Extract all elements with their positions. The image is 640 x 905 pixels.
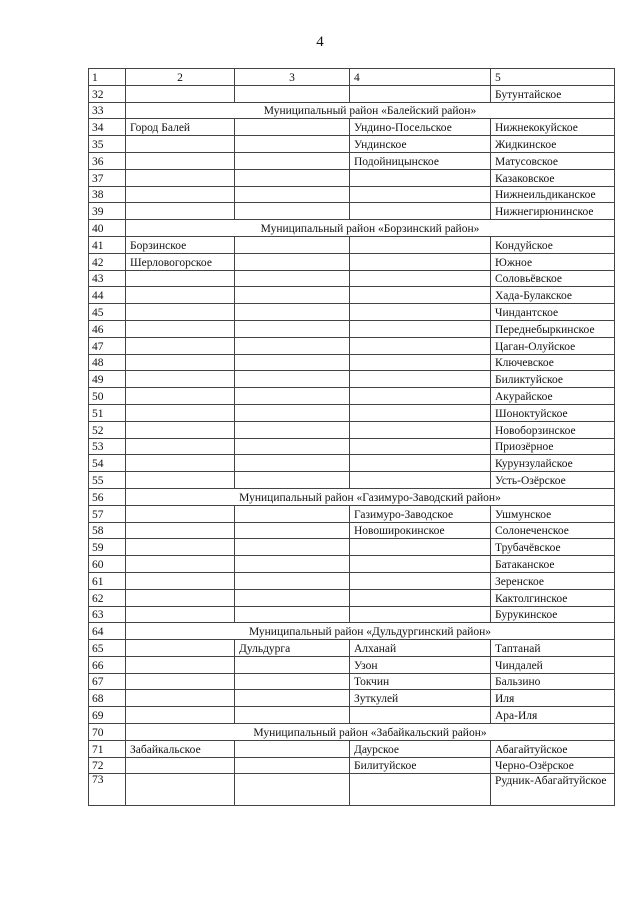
urban-district-cell [126, 304, 235, 321]
table-row [89, 606, 615, 623]
urban-settlement-cell [235, 152, 350, 169]
urban-district-cell [126, 455, 235, 472]
section-row [89, 102, 615, 119]
section-title: Муниципальный район «Забайкальский район» [126, 724, 615, 741]
row-number: 52 [89, 421, 126, 438]
settlement-cell [350, 186, 491, 203]
urban-settlement-cell [235, 371, 350, 388]
settlement-cell [350, 287, 491, 304]
rural-settlement-cell: Ара-Иля [491, 707, 615, 724]
rural-settlement-cell: Ушмунское [491, 505, 615, 522]
rural-settlement-cell: Рудник-Абагайтуйское [491, 774, 615, 806]
header-cell: 1 [89, 69, 126, 86]
urban-district-cell [126, 152, 235, 169]
table-row [89, 152, 615, 169]
table-row [89, 169, 615, 186]
rural-settlement-cell: Шоноктуйское [491, 404, 615, 421]
table-row [89, 287, 615, 304]
row-number: 41 [89, 236, 126, 253]
row-number: 47 [89, 337, 126, 354]
rural-settlement-cell: Курунзулайское [491, 455, 615, 472]
row-number: 50 [89, 388, 126, 405]
settlement-cell [350, 556, 491, 573]
row-number: 44 [89, 287, 126, 304]
rural-settlement-cell: Бурукинское [491, 606, 615, 623]
urban-settlement-cell [235, 236, 350, 253]
rural-settlement-cell: Цаган-Олуйское [491, 337, 615, 354]
urban-district-cell [126, 388, 235, 405]
urban-district-cell [126, 556, 235, 573]
urban-settlement-cell [235, 253, 350, 270]
table-row [89, 757, 615, 774]
settlement-cell [350, 85, 491, 102]
settlement-cell [350, 203, 491, 220]
table-row [89, 690, 615, 707]
row-number: 56 [89, 488, 126, 505]
urban-settlement-cell [235, 740, 350, 757]
row-number: 60 [89, 556, 126, 573]
table-row [89, 505, 615, 522]
rural-settlement-cell: Приозёрное [491, 438, 615, 455]
urban-settlement-cell [235, 287, 350, 304]
rural-settlement-cell: Бальзино [491, 673, 615, 690]
row-number: 42 [89, 253, 126, 270]
table-row [89, 320, 615, 337]
urban-settlement-cell [235, 707, 350, 724]
table-row [89, 556, 615, 573]
urban-settlement-cell [235, 438, 350, 455]
table-row [89, 673, 615, 690]
urban-district-cell [126, 757, 235, 774]
table-row [89, 371, 615, 388]
settlement-cell [350, 388, 491, 405]
urban-district-cell: Шерловогорское [126, 253, 235, 270]
urban-district-cell [126, 589, 235, 606]
rural-settlement-cell: Нижнекокуйское [491, 119, 615, 136]
rural-settlement-cell: Новоборзинское [491, 421, 615, 438]
settlement-cell [350, 774, 491, 806]
urban-district-cell [126, 287, 235, 304]
section-title: Муниципальный район «Балейский район» [126, 102, 615, 119]
row-number: 59 [89, 539, 126, 556]
urban-district-cell [126, 438, 235, 455]
row-number: 62 [89, 589, 126, 606]
urban-district-cell [126, 136, 235, 153]
section-title: Муниципальный район «Дульдургинский район» [126, 623, 615, 640]
urban-settlement-cell [235, 757, 350, 774]
table-row [89, 270, 615, 287]
table-row [89, 337, 615, 354]
urban-settlement-cell [235, 455, 350, 472]
row-number: 61 [89, 572, 126, 589]
settlement-cell [350, 404, 491, 421]
rural-settlement-cell: Абагайтуйское [491, 740, 615, 757]
urban-district-cell [126, 337, 235, 354]
urban-settlement-cell [235, 606, 350, 623]
table-row [89, 656, 615, 673]
header-cell: 5 [491, 69, 615, 86]
row-number: 38 [89, 186, 126, 203]
rural-settlement-cell: Батаканское [491, 556, 615, 573]
urban-settlement-cell [235, 354, 350, 371]
settlement-cell: Токчин [350, 673, 491, 690]
row-number: 51 [89, 404, 126, 421]
row-number: 67 [89, 673, 126, 690]
urban-district-cell [126, 320, 235, 337]
row-number: 40 [89, 220, 126, 237]
row-number: 65 [89, 640, 126, 657]
urban-district-cell [126, 186, 235, 203]
rural-settlement-cell: Соловьёвское [491, 270, 615, 287]
rural-settlement-cell: Усть-Озёрское [491, 472, 615, 489]
rural-settlement-cell: Иля [491, 690, 615, 707]
row-number: 43 [89, 270, 126, 287]
table-row [89, 438, 615, 455]
row-number: 69 [89, 707, 126, 724]
settlement-cell [350, 589, 491, 606]
settlement-cell [350, 270, 491, 287]
header-cell: 2 [126, 69, 235, 86]
rural-settlement-cell: Матусовское [491, 152, 615, 169]
urban-district-cell [126, 354, 235, 371]
rural-settlement-cell: Биликтуйское [491, 371, 615, 388]
table-header-row [89, 69, 615, 86]
row-number: 49 [89, 371, 126, 388]
urban-district-cell [126, 673, 235, 690]
table-row [89, 119, 615, 136]
urban-settlement-cell [235, 556, 350, 573]
urban-district-cell [126, 522, 235, 539]
table-row [89, 522, 615, 539]
settlement-cell: Зуткулей [350, 690, 491, 707]
table-row [89, 539, 615, 556]
settlement-cell: Новоширокинское [350, 522, 491, 539]
urban-settlement-cell [235, 589, 350, 606]
urban-district-cell [126, 572, 235, 589]
settlement-cell [350, 354, 491, 371]
settlement-cell [350, 707, 491, 724]
row-number: 73 [89, 774, 126, 806]
urban-settlement-cell [235, 522, 350, 539]
rural-settlement-cell: Казаковское [491, 169, 615, 186]
urban-settlement-cell [235, 169, 350, 186]
settlement-cell: Узон [350, 656, 491, 673]
table-row [89, 640, 615, 657]
row-number: 35 [89, 136, 126, 153]
settlement-cell [350, 320, 491, 337]
urban-settlement-cell [235, 136, 350, 153]
urban-district-cell [126, 371, 235, 388]
row-number: 70 [89, 724, 126, 741]
page-number: 4 [316, 34, 324, 50]
settlement-cell [350, 455, 491, 472]
table-row [89, 85, 615, 102]
urban-settlement-cell [235, 186, 350, 203]
rural-settlement-cell: Переднебыркинское [491, 320, 615, 337]
row-number: 58 [89, 522, 126, 539]
rural-settlement-cell: Хада-Булакское [491, 287, 615, 304]
row-number: 53 [89, 438, 126, 455]
settlement-cell [350, 539, 491, 556]
urban-settlement-cell [235, 320, 350, 337]
settlement-cell [350, 472, 491, 489]
rural-settlement-cell: Чиндантское [491, 304, 615, 321]
row-number: 55 [89, 472, 126, 489]
rural-settlement-cell: Ключевское [491, 354, 615, 371]
rural-settlement-cell: Жидкинское [491, 136, 615, 153]
urban-settlement-cell [235, 119, 350, 136]
rural-settlement-cell: Солонеченское [491, 522, 615, 539]
settlement-cell [350, 572, 491, 589]
urban-district-cell: Забайкальское [126, 740, 235, 757]
urban-district-cell [126, 707, 235, 724]
settlement-cell [350, 169, 491, 186]
urban-district-cell [126, 472, 235, 489]
section-title: Муниципальный район «Газимуро-Заводский район» [126, 488, 615, 505]
settlement-cell: Ундино-Посельское [350, 119, 491, 136]
row-number: 68 [89, 690, 126, 707]
row-number: 57 [89, 505, 126, 522]
settlement-cell [350, 371, 491, 388]
rural-settlement-cell: Чиндалей [491, 656, 615, 673]
rural-settlement-cell: Кактолгинское [491, 589, 615, 606]
urban-settlement-cell [235, 774, 350, 806]
section-row [89, 623, 615, 640]
urban-settlement-cell: Дульдурга [235, 640, 350, 657]
settlement-cell [350, 236, 491, 253]
table-row [89, 236, 615, 253]
section-row [89, 488, 615, 505]
urban-settlement-cell [235, 472, 350, 489]
settlement-cell: Билитуйское [350, 757, 491, 774]
settlement-cell [350, 304, 491, 321]
settlement-cell [350, 606, 491, 623]
settlement-cell: Алханай [350, 640, 491, 657]
table-row [89, 572, 615, 589]
table-row [89, 589, 615, 606]
settlement-cell [350, 337, 491, 354]
urban-settlement-cell [235, 656, 350, 673]
table-row [89, 388, 615, 405]
urban-district-cell [126, 656, 235, 673]
urban-district-cell [126, 505, 235, 522]
table-body [89, 69, 615, 806]
header-cell: 4 [350, 69, 491, 86]
rural-settlement-cell: Трубачёвское [491, 539, 615, 556]
urban-district-cell [126, 404, 235, 421]
settlement-cell: Ундинское [350, 136, 491, 153]
section-title: Муниципальный район «Борзинский район» [126, 220, 615, 237]
urban-district-cell [126, 539, 235, 556]
urban-settlement-cell [235, 421, 350, 438]
urban-settlement-cell [235, 270, 350, 287]
row-number: 54 [89, 455, 126, 472]
urban-district-cell: Город Балей [126, 119, 235, 136]
table-row [89, 253, 615, 270]
row-number: 33 [89, 102, 126, 119]
urban-settlement-cell [235, 673, 350, 690]
row-number: 66 [89, 656, 126, 673]
table-row [89, 404, 615, 421]
rural-settlement-cell: Зеренское [491, 572, 615, 589]
rural-settlement-cell: Кондуйское [491, 236, 615, 253]
urban-settlement-cell [235, 304, 350, 321]
urban-settlement-cell [235, 505, 350, 522]
settlement-cell [350, 421, 491, 438]
urban-settlement-cell [235, 388, 350, 405]
table-row [89, 203, 615, 220]
row-number: 71 [89, 740, 126, 757]
urban-settlement-cell [235, 404, 350, 421]
rural-settlement-cell: Таптанай [491, 640, 615, 657]
table-row [89, 774, 615, 806]
table-row [89, 707, 615, 724]
urban-district-cell: Борзинское [126, 236, 235, 253]
settlement-cell: Подойницынское [350, 152, 491, 169]
header-cell: 3 [235, 69, 350, 86]
section-row [89, 724, 615, 741]
row-number: 37 [89, 169, 126, 186]
urban-district-cell [126, 606, 235, 623]
rural-settlement-cell: Акурайское [491, 388, 615, 405]
table-row [89, 136, 615, 153]
urban-district-cell [126, 640, 235, 657]
rural-settlement-cell: Нижнегирюнинское [491, 203, 615, 220]
urban-settlement-cell [235, 203, 350, 220]
row-number: 34 [89, 119, 126, 136]
table-row [89, 354, 615, 371]
settlement-cell [350, 253, 491, 270]
table-row [89, 304, 615, 321]
table-row [89, 186, 615, 203]
row-number: 45 [89, 304, 126, 321]
table-row [89, 740, 615, 757]
row-number: 39 [89, 203, 126, 220]
row-number: 48 [89, 354, 126, 371]
row-number: 46 [89, 320, 126, 337]
row-number: 36 [89, 152, 126, 169]
urban-district-cell [126, 421, 235, 438]
table-row [89, 421, 615, 438]
urban-district-cell [126, 169, 235, 186]
urban-district-cell [126, 774, 235, 806]
rural-settlement-cell: Южное [491, 253, 615, 270]
settlement-cell: Даурское [350, 740, 491, 757]
rural-settlement-cell: Нижнеильдиканское [491, 186, 615, 203]
row-number: 64 [89, 623, 126, 640]
rural-settlement-cell: Бутунтайское [491, 85, 615, 102]
municipal-table [88, 68, 615, 806]
settlement-cell [350, 438, 491, 455]
urban-settlement-cell [235, 337, 350, 354]
settlement-cell: Газимуро-Заводское [350, 505, 491, 522]
urban-district-cell [126, 203, 235, 220]
section-row [89, 220, 615, 237]
urban-district-cell [126, 690, 235, 707]
urban-settlement-cell [235, 572, 350, 589]
urban-district-cell [126, 270, 235, 287]
row-number: 32 [89, 85, 126, 102]
urban-settlement-cell [235, 539, 350, 556]
urban-settlement-cell [235, 690, 350, 707]
row-number: 72 [89, 757, 126, 774]
urban-district-cell [126, 85, 235, 102]
rural-settlement-cell: Черно-Озёрское [491, 757, 615, 774]
table-row [89, 455, 615, 472]
urban-settlement-cell [235, 85, 350, 102]
table-row [89, 472, 615, 489]
row-number: 63 [89, 606, 126, 623]
